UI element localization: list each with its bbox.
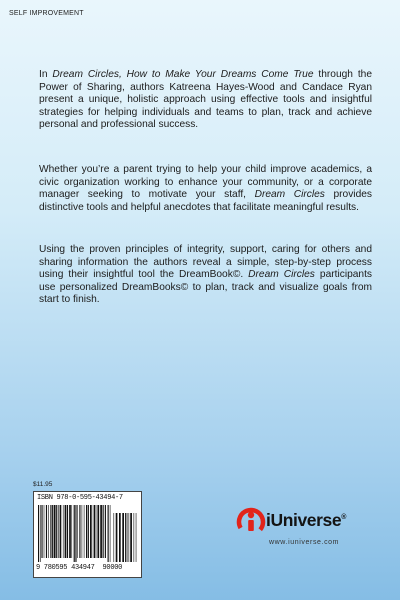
barcode-bar: [75, 505, 76, 562]
book-title-italic: Dream Circles: [254, 189, 325, 201]
barcode-bar: [41, 505, 42, 558]
barcode-bar: [63, 505, 64, 558]
isbn-number: ISBN 978-0-595-43494-7: [37, 494, 123, 502]
paragraph-text: participants use personalized DreamBooks© to plan, track and visualize goals from start to finish.: [39, 269, 372, 306]
barcode-bar: [65, 505, 67, 558]
barcode-bar: [86, 505, 87, 558]
barcode-bar: [74, 505, 75, 562]
barcode-bar: [79, 505, 80, 558]
ean-digits-row: [36, 564, 139, 572]
paragraph-text: Using the proven principles of integrity, support, caring for others and sharing information the authors reveal a simple, step-by-step process using their insightful tool the DreamBook©.: [39, 244, 372, 281]
barcode-bars: [38, 505, 137, 562]
paragraph-text: provides distinctive tools and helpful anecdotes that facilitate meaningful results.: [39, 189, 372, 213]
paragraph-text: Whether you’re a parent trying to help your child improve academics, a civic organization working to enhance your community, or a corporate manager seeking to motivate your staff,: [39, 164, 372, 201]
barcode-bar: [103, 505, 104, 558]
book-title-italic: Dream Circles: [248, 269, 315, 281]
barcode-bar: [127, 513, 128, 562]
barcode-bar: [90, 505, 92, 558]
barcode-bar: [125, 513, 126, 562]
barcode-bar: [93, 505, 94, 558]
description-paragraph-3: [39, 244, 372, 307]
addon-digits: 90000: [102, 564, 123, 572]
barcode-bar: [82, 505, 83, 558]
barcode-bar: [52, 505, 53, 558]
barcode-bar: [100, 505, 102, 558]
barcode-bar: [130, 513, 132, 562]
barcode-bar: [38, 505, 39, 562]
paragraph-text: In: [39, 69, 53, 80]
barcode-bar: [46, 505, 47, 558]
publisher-url: www.iuniverse.com: [269, 539, 340, 546]
barcode-bar: [88, 505, 89, 558]
barcode-bar: [94, 505, 95, 558]
barcode-bar: [97, 505, 99, 558]
barcode-bar: [48, 505, 49, 558]
book-title-italic: Dream Circles, How to Make Your Dreams Come True: [52, 69, 314, 80]
barcode-bar: [136, 513, 137, 562]
description-paragraph-1: [39, 69, 372, 132]
barcode-bar: [44, 505, 45, 558]
isbn-barcode: [33, 491, 142, 578]
barcode-bar: [58, 505, 59, 558]
barcode-bar: [60, 505, 62, 558]
barcode-bar: [110, 505, 111, 562]
barcode-bar: [71, 505, 72, 558]
barcode-bar: [119, 513, 121, 562]
publisher-name: iUniverse®: [266, 510, 346, 530]
iuniverse-swirl-icon: [236, 507, 266, 537]
ean-digits: 9 780595 434947: [36, 564, 95, 572]
paragraph-text: through the Power of Sharing, authors Katreena Hayes-Wood and Candace Ryan present a unique, holistic approach using effective tools and insightful strategies for helping individuals and teams to plan, track and achieve personal and professional success.: [39, 69, 373, 131]
barcode-bar: [134, 513, 135, 562]
publisher-logo: [236, 505, 366, 553]
category-label: SELF IMPROVEMENT: [9, 10, 84, 17]
barcode-bar: [108, 505, 109, 562]
description-paragraph-2: [39, 164, 372, 214]
barcode-bar: [54, 505, 56, 558]
price-label: $11.95: [33, 481, 53, 488]
barcode-bar: [56, 505, 57, 558]
barcode-bar: [67, 505, 68, 558]
barcode-bar: [129, 513, 130, 562]
barcode-bar: [96, 505, 97, 558]
barcode-bar: [69, 505, 71, 558]
barcode-bar: [50, 505, 51, 558]
barcode-bar: [77, 505, 78, 558]
barcode-bar: [105, 505, 106, 558]
barcode-bar: [40, 505, 41, 562]
barcode-bar: [122, 513, 124, 562]
barcode-bar: [116, 513, 118, 562]
barcode-bar: [84, 505, 85, 558]
barcode-bar: [114, 513, 115, 562]
